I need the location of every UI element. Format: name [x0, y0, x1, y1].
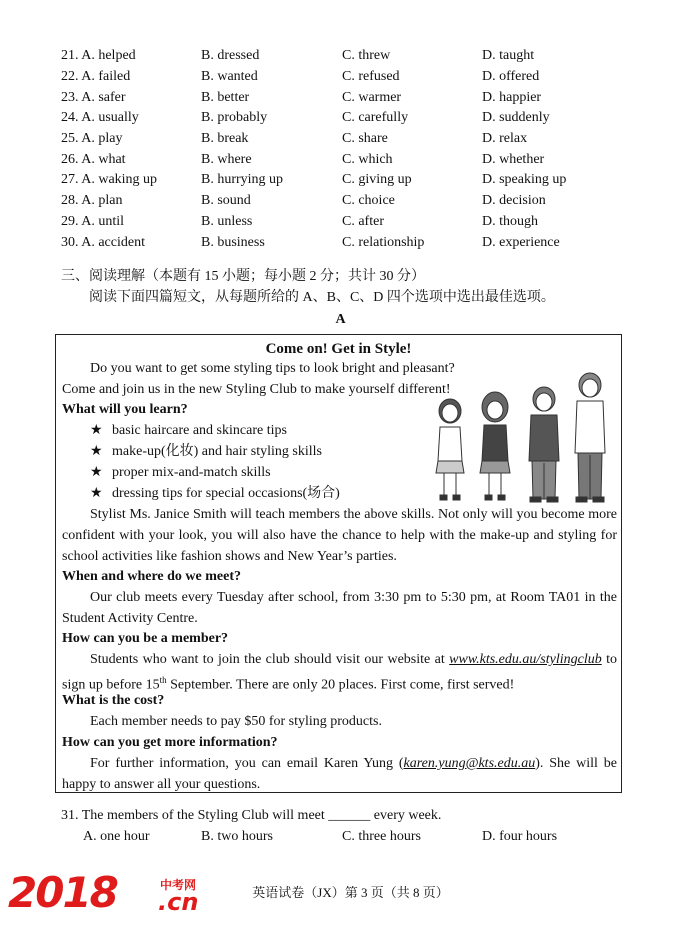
option-b: B. break: [201, 131, 249, 146]
passage-label: A: [335, 312, 346, 327]
student-figure: [575, 373, 605, 502]
question-31-stem: 31. The members of the Styling Club will meet ______ every week.: [61, 808, 442, 823]
option-b: B. dressed: [201, 48, 260, 63]
meet-text: Our club meets every Tuesday after school, from 3:30 pm to 5:30 pm, at Room TA01 in the Student Activity Centre.: [62, 590, 617, 626]
option-a: 25. A. play: [61, 131, 123, 146]
club-website-link[interactable]: www.kts.edu.au/stylingclub: [449, 652, 602, 667]
option-d: D. relax: [482, 131, 528, 146]
option-b: B. unless: [201, 214, 253, 229]
option-a: 23. A. safer: [61, 90, 126, 105]
star-icon: ★: [90, 465, 103, 480]
option-c: C. giving up: [342, 172, 412, 187]
student-figure: [529, 387, 559, 502]
option-d: D. decision: [482, 193, 546, 208]
question-31-options: [61, 827, 621, 847]
student-figure: [436, 399, 464, 500]
option-b: B. hurrying up: [201, 172, 284, 187]
students-illustration: [428, 369, 614, 507]
option-a: 24. A. usually: [61, 110, 139, 125]
contact-email-link[interactable]: karen.yung@kts.edu.au: [403, 756, 536, 771]
stylist-text: Stylist Ms. Janice Smith will teach members the above skills. Not only will you become more confident with your look, you will also have the chance to help with the make-up and styling for school activities like fashion shows and New Year’s parties.: [62, 507, 617, 564]
option-b: B. sound: [201, 193, 251, 208]
option-d: D. experience: [482, 235, 560, 250]
bullet-item: [90, 462, 271, 483]
option-d: D. whether: [482, 152, 545, 167]
bullet-text: dressing tips for special occasions(场合): [112, 486, 340, 501]
section-instruction: 阅读下面四篇短文，从每题所给的 A、B、C、D 四个选项中选出最佳选项。: [89, 290, 555, 305]
option-row-29: [61, 212, 621, 232]
page-footer: 英语试卷（JX）第 3 页（共 8 页）: [252, 885, 449, 900]
option-c: C. threw: [342, 48, 391, 63]
option-a: 21. A. helped: [61, 48, 136, 63]
option-a: 28. A. plan: [61, 193, 123, 208]
option-b: B. business: [201, 235, 265, 250]
logo-domain: .cn: [158, 888, 199, 916]
option-row-30: [61, 233, 621, 253]
option-d: D. offered: [482, 69, 540, 84]
bullet-text: make-up(化妆) and hair styling skills: [112, 444, 322, 459]
bullet-text: proper mix-and-match skills: [112, 465, 271, 480]
option-c: C. relationship: [342, 235, 425, 250]
option-row-23: [61, 88, 621, 108]
ad-title: Come on! Get in Style!: [265, 341, 412, 357]
option-b: B. wanted: [201, 69, 258, 84]
option-d: D. happier: [482, 90, 542, 105]
star-icon: ★: [90, 444, 103, 459]
option-row-21: [61, 46, 621, 66]
option-a: A. one hour: [83, 829, 150, 844]
option-c: C. refused: [342, 69, 400, 84]
option-a: 26. A. what: [61, 152, 126, 167]
option-a: 29. A. until: [61, 214, 125, 229]
intro-line-1: Do you want to get some styling tips to look bright and pleasant?: [90, 361, 455, 376]
option-b: B. where: [201, 152, 252, 167]
option-row-26: [61, 150, 621, 170]
info-heading: How can you get more information?: [62, 735, 278, 750]
option-row-24: [61, 108, 621, 128]
option-d: D. though: [482, 214, 538, 229]
ordinal-suffix: th: [159, 675, 167, 685]
option-d: D. four hours: [482, 829, 558, 844]
option-c: C. choice: [342, 193, 395, 208]
member-heading: How can you be a member?: [62, 631, 229, 646]
info-text: For further information, you can email Karen Yung (: [90, 756, 404, 771]
option-row-22: [61, 67, 621, 87]
option-c: C. which: [342, 152, 393, 167]
option-d: D. taught: [482, 48, 535, 63]
info-text: ). She will be happy to answer all your questions.: [62, 756, 617, 792]
info-paragraph: [62, 753, 617, 795]
option-a: 27. A. waking up: [61, 172, 158, 187]
star-icon: ★: [90, 423, 103, 438]
cost-heading: What is the cost?: [62, 693, 165, 708]
option-d: D. suddenly: [482, 110, 550, 125]
option-c: C. share: [342, 131, 388, 146]
intro-line-2: Come and join us in the new Styling Club to make yourself different!: [62, 382, 451, 397]
logo-number: 2018: [8, 868, 117, 917]
option-row-25: [61, 129, 621, 149]
meet-paragraph: [62, 587, 617, 629]
meet-heading: When and where do we meet?: [62, 569, 242, 584]
logo-site-name: 中考网: [160, 878, 197, 892]
option-a: 22. A. failed: [61, 69, 131, 84]
option-d: D. speaking up: [482, 172, 567, 187]
option-b: B. probably: [201, 110, 268, 125]
bullet-item: [90, 483, 340, 504]
option-c: C. three hours: [342, 829, 421, 844]
star-icon: ★: [90, 486, 103, 501]
bullet-item: [90, 441, 322, 462]
option-c: C. warmer: [342, 90, 402, 105]
member-text: Students who want to join the club should visit our website at: [90, 652, 445, 667]
option-row-28: [61, 191, 621, 211]
section-title: 三、阅读理解（本题有 15 小题；每小题 2 分；共计 30 分）: [61, 269, 425, 284]
stylist-paragraph: [62, 504, 617, 567]
passage-box: [55, 334, 622, 793]
option-c: C. after: [342, 214, 384, 229]
option-c: C. carefully: [342, 110, 409, 125]
option-b: B. two hours: [201, 829, 273, 844]
option-b: B. better: [201, 90, 250, 105]
bullet-text: basic haircare and skincare tips: [112, 423, 287, 438]
member-text: September. There are only 20 places. First come, first served!: [170, 677, 515, 693]
student-figure: [480, 392, 510, 500]
option-row-27: [61, 170, 621, 190]
member-paragraph: [62, 649, 617, 696]
member-text: to sign up before 15: [62, 652, 618, 693]
learn-heading: What will you learn?: [62, 402, 188, 417]
option-a: 30. A. accident: [61, 235, 145, 250]
cost-paragraph: Each member needs to pay $50 for styling products.: [90, 714, 382, 729]
bullet-item: [90, 420, 287, 441]
